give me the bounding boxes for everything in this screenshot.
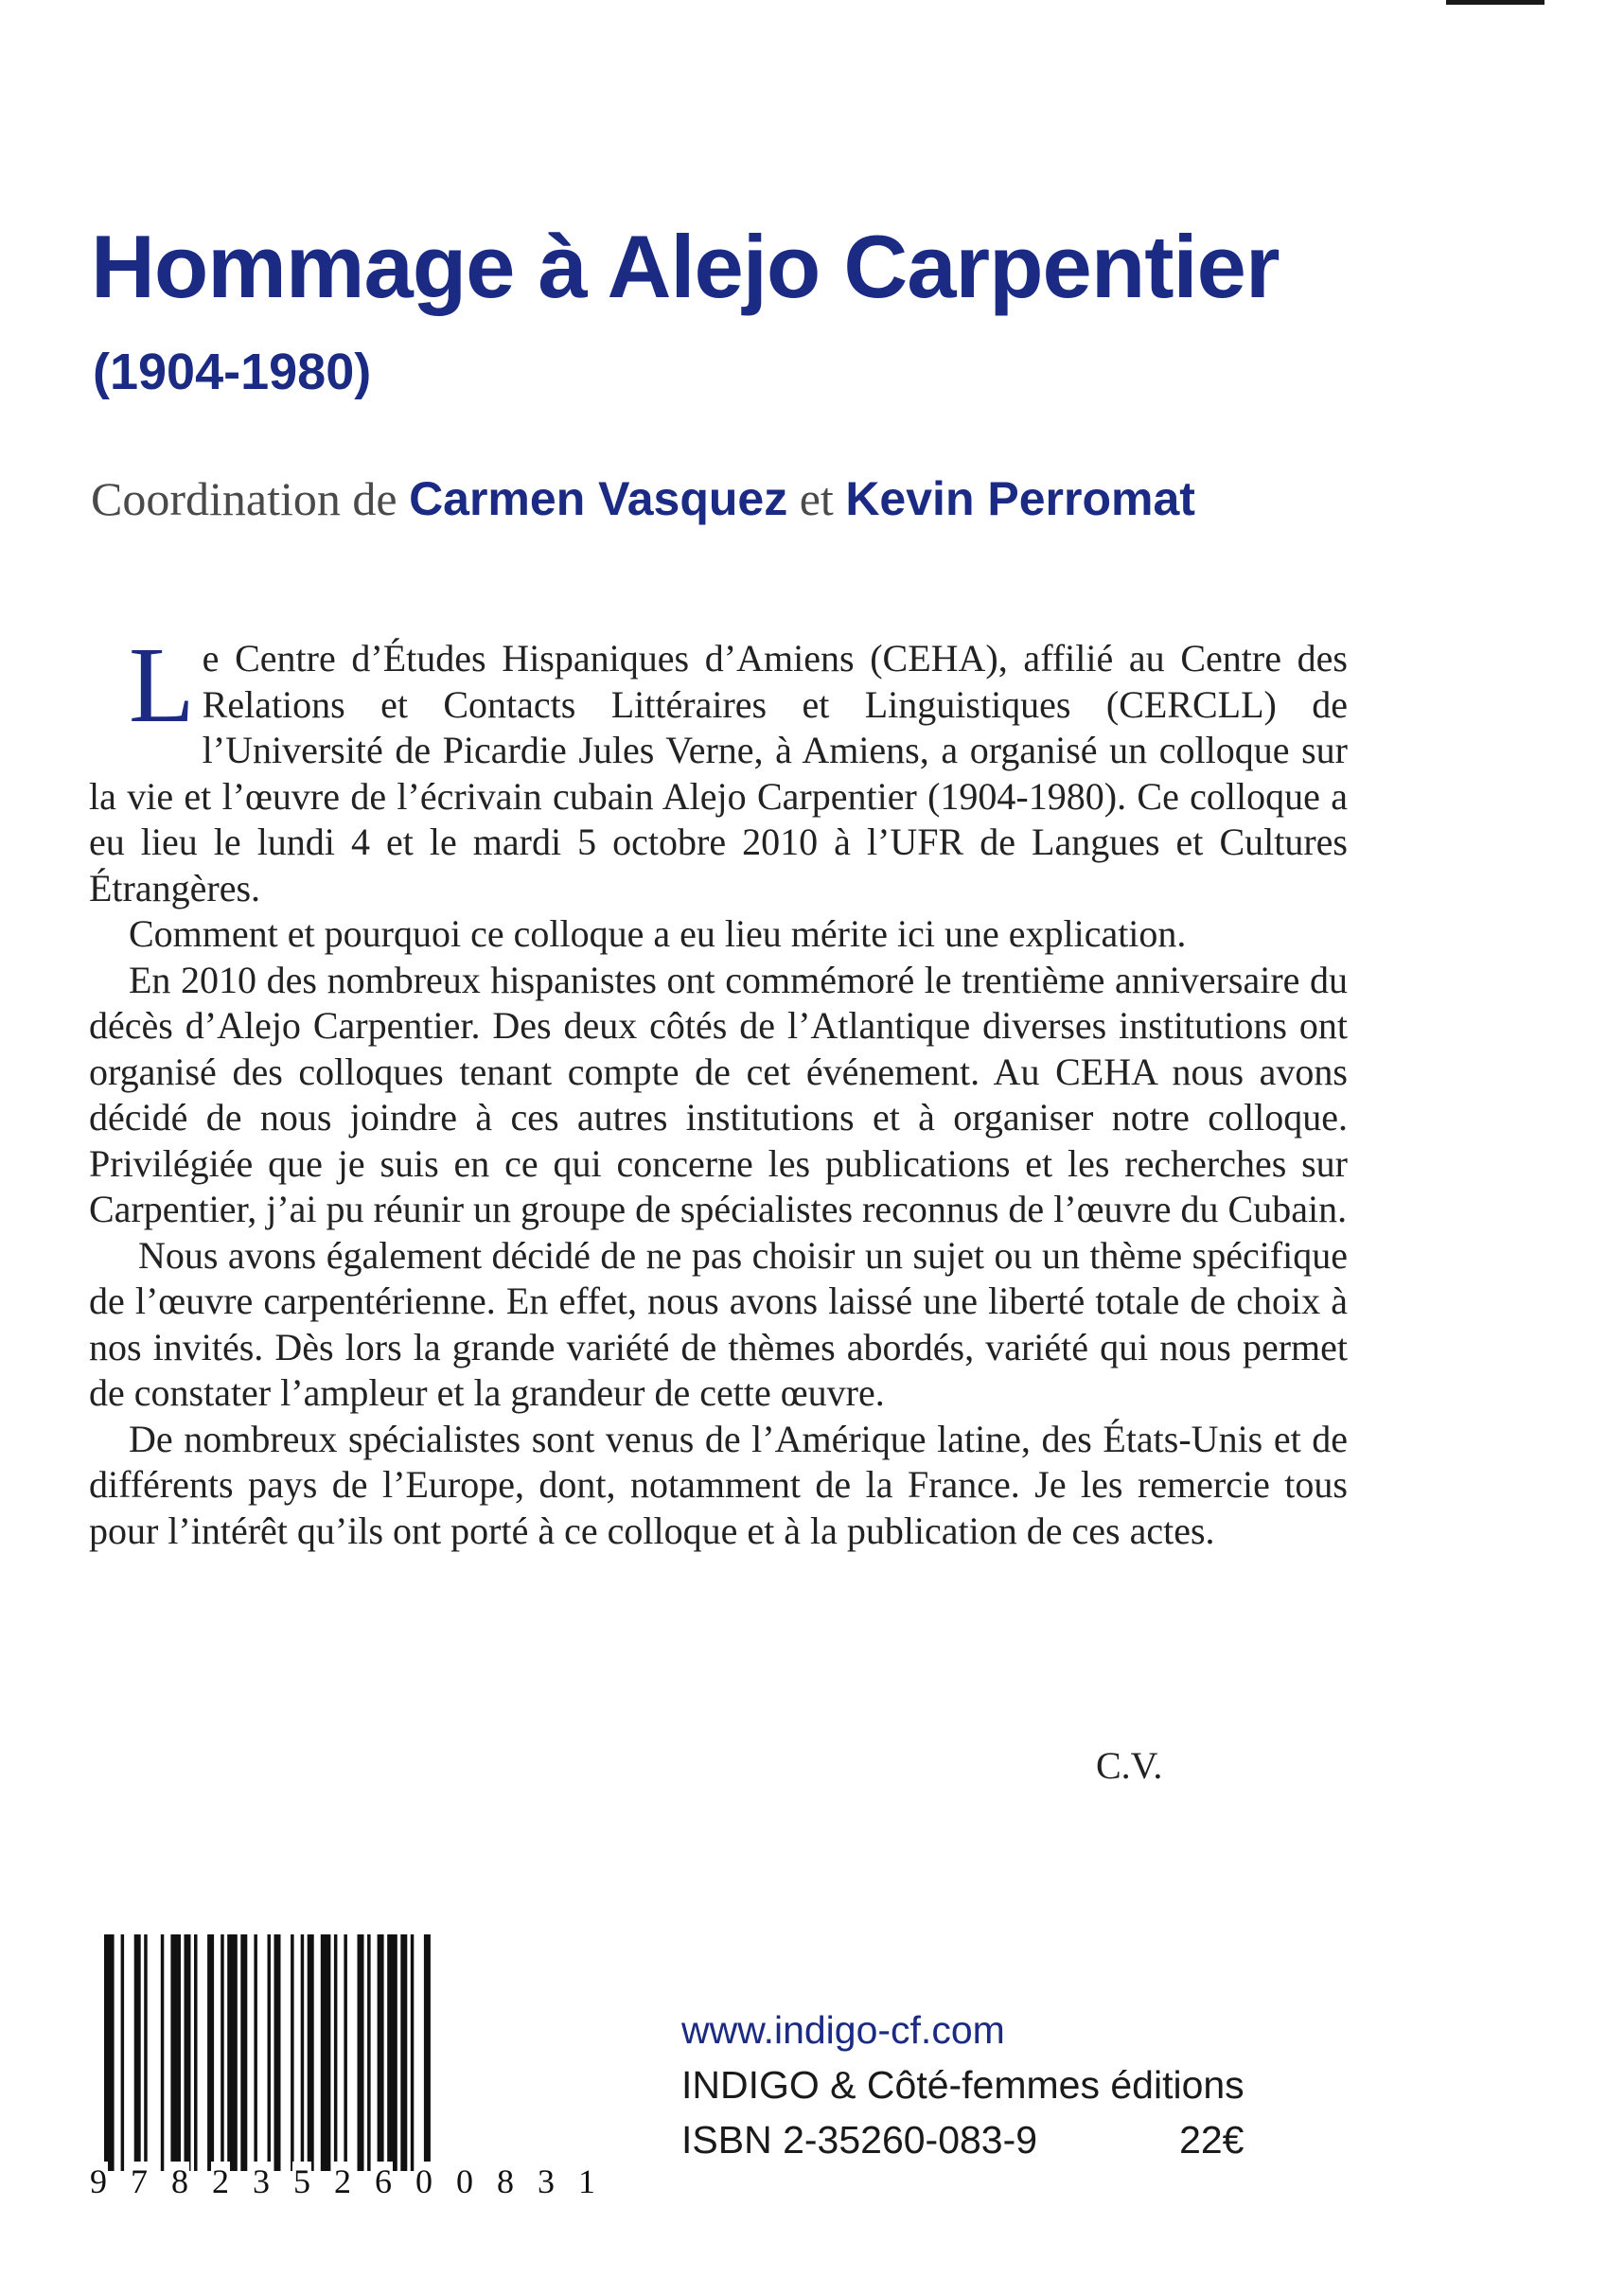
publisher-name: INDIGO & Côté-femmes éditions [681,2063,1244,2107]
barcode-digit: 3 [538,2162,555,2200]
barcode-bar [378,1934,384,2171]
back-cover-text [89,625,1348,1554]
barcode-bar [301,1934,305,2171]
barcode-bar [367,1934,371,2171]
paragraph-1 [89,625,1348,911]
barcode-digit: 5 [293,2162,310,2200]
barcode-digit: 2 [212,2162,229,2200]
barcode-digit: 2 [334,2162,351,2200]
barcode-bar [334,1934,338,2171]
barcode-bar [170,1934,181,2171]
barcode-bar [221,1934,224,2171]
barcode-digits [87,2162,598,2201]
coordination-prefix: Coordination de [91,472,397,525]
barcode-bar [358,1934,364,2171]
barcode-bar [104,1934,115,2171]
barcode-bar [411,1934,415,2171]
paragraph-3: En 2010 des nombreux hispanistes ont commémoré le trentième anniversaire du décès d’Alejo Carpentier. Des deux côtés de l’Atlantique diverses institutions ont organisé des colloques tenant compte de cet événement. Au CEHA nous avons décidé de nous joindre à ces autres institutions et à organiser notre colloque. Privilégiée que je suis en ce qui concerne les publications et les recherches sur Carpentier, j’ai pu réunir un groupe de spécialistes reconnus de l’œuvre du Cubain. [89,958,1348,1230]
isbn-barcode [87,1934,598,2201]
paragraph-2: Comment et pourquoi ce colloque a eu lieu mérite ici une explication. [129,912,1187,955]
barcode-digit: 6 [375,2162,392,2200]
barcode-bar [400,1934,407,2171]
barcode-bar [321,1934,331,2171]
barcode-bar [144,1934,148,2171]
barcode-bar [424,1934,431,2171]
barcode-digit: 3 [253,2162,270,2200]
coordination-line [91,471,1195,526]
barcode-digit: 7 [131,2162,148,2200]
barcode-digit: 1 [578,2162,595,2200]
crop-mark [1446,0,1545,5]
barcode-bar [194,1934,198,2171]
price: 22€ [1179,2118,1244,2162]
publisher-url[interactable]: www.indigo-cf.com [681,2008,1005,2052]
barcode-bar [291,1934,294,2171]
barcode-bar [274,1934,281,2171]
book-dates: (1904-1980) [93,344,372,400]
coordinator-2: Kevin Perromat [845,472,1195,525]
isbn-number: ISBN 2-35260-083-9 [681,2118,1038,2162]
signature: C.V. [1096,1744,1163,1787]
book-title: Hommage à Alejo Carpentier [91,217,1280,316]
coordination-conj: et [799,472,834,525]
isbn-price-line [681,2112,1244,2167]
barcode-bar [387,1934,397,2171]
barcode-bar [268,1934,272,2171]
barcode-bar [240,1934,247,2171]
coordinator-1: Carmen Vasquez [409,472,788,525]
paragraph-1-text: e Centre d’Études Hispaniques d’Amiens (CEHA), affilié au Centre des Relations et Contacts Littéraires et Linguistiques (CERCLL) de l’Université de Picardie Jules Verne, à Amiens, a organisé un colloque sur la vie et l’œuvre de l’écrivain cubain Alejo Carpentier (1904-1980). Ce colloque a eu lieu le lundi 4 et le mardi 5 octobre 2010 à l’UFR de Langues et Cultures Étrangères. [89,637,1348,909]
barcode-bar [207,1934,214,2171]
paragraph-4: Nous avons également décidé de ne pas choisir un sujet ou un thème spécifique de l’œuvre carpentérienne. En effet, nous avons laissé une liberté totale de choix à nos invités. Dès lors la grande variété de thèmes abordés, variété qui nous permet de constater l’ampleur et la grandeur de cette œuvre. [89,1233,1348,1414]
barcode-bar [254,1934,257,2171]
barcode-bar [134,1934,141,2171]
barcode-digit: 8 [497,2162,514,2200]
barcode-bar [185,1934,191,2171]
barcode-digit: 9 [90,2162,107,2200]
barcode-bar [308,1934,314,2171]
barcode-bar [227,1934,238,2171]
barcode-digit: 0 [456,2162,473,2200]
paragraph-5: De nombreux spécialistes sont venus de l’Amérique latine, des États-Unis et de différents pays de l’Europe, dont, notamment de la France. Je les remercie tous pour l’intérêt qu’ils ont porté à ce colloque et à la publication de ces actes. [89,1417,1348,1552]
barcode-bar [121,1934,125,2171]
barcode-bar [344,1934,347,2171]
publisher-info [681,2003,1244,2167]
barcode-bar [161,1934,165,2171]
barcode-digit: 8 [171,2162,188,2200]
barcode-digit: 0 [415,2162,432,2200]
drop-cap: L [129,625,195,745]
